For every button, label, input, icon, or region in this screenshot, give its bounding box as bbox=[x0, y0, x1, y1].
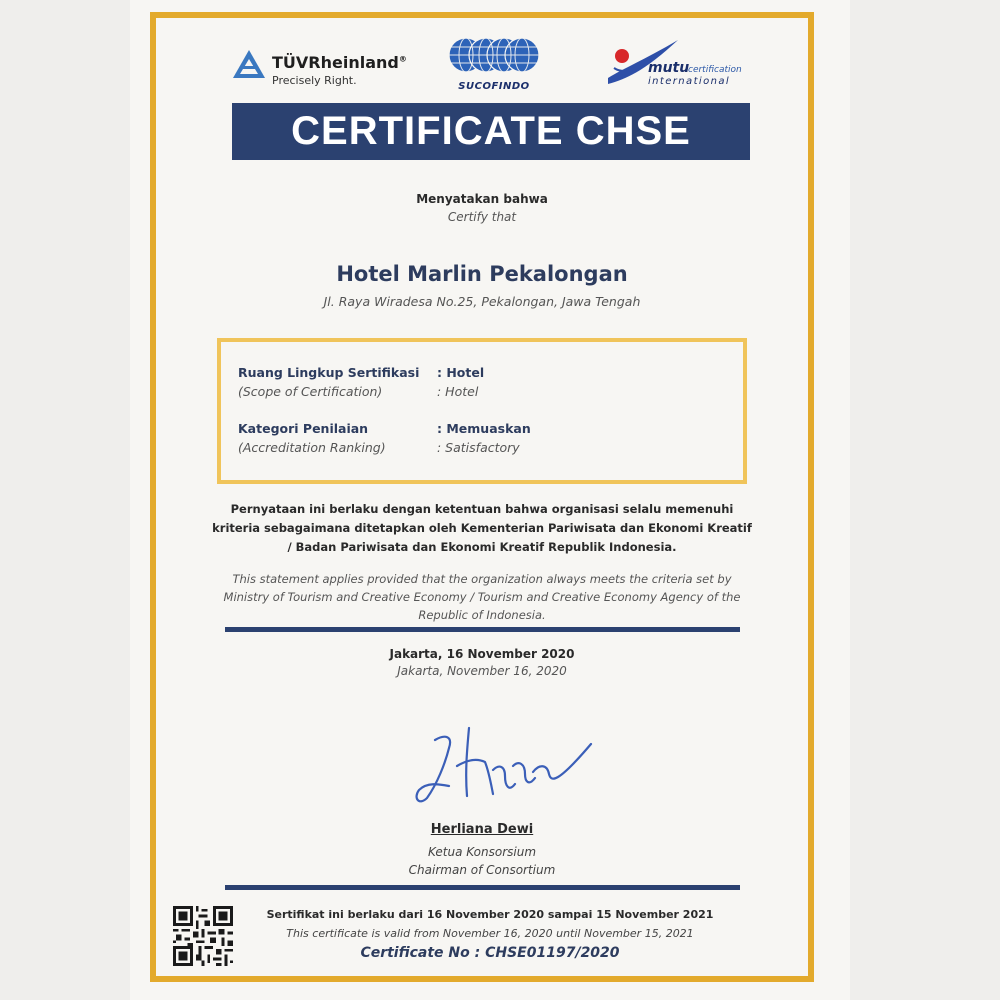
mutu-logo-sub1: certification bbox=[688, 65, 742, 75]
mutu-logo-name: mutu bbox=[648, 60, 690, 76]
hotel-address: Jl. Raya Wiradesa No.25, Pekalongan, Jawa Tengah bbox=[323, 294, 641, 309]
mutu-certification-logo bbox=[604, 38, 754, 90]
signer-role-id: Ketua Konsorsium bbox=[427, 845, 537, 859]
scope-value-id: : Hotel bbox=[437, 365, 485, 380]
mutu-logo-sub2: international bbox=[648, 76, 731, 87]
sucofindo-logo bbox=[444, 33, 544, 95]
signature-image bbox=[405, 720, 595, 810]
scope-box bbox=[217, 338, 747, 484]
intro-text-id: Menyatakan bahwa bbox=[416, 192, 548, 206]
sucofindo-logo-name: SUCOFINDO bbox=[458, 81, 530, 92]
divider-top bbox=[225, 627, 740, 632]
ranking-label-en: (Accreditation Ranking) bbox=[238, 440, 386, 455]
signer-name: Herliana Dewi bbox=[430, 822, 534, 837]
globes-logo-icon bbox=[448, 33, 540, 79]
ranking-label-id: Kategori Penilaian bbox=[238, 421, 369, 436]
ranking-value-id: : Memuaskan bbox=[437, 421, 531, 436]
validity-id: Sertifikat ini berlaku dari 16 November 2020 sampai 15 November 2021 bbox=[266, 908, 714, 921]
validity-en: This certificate is valid from November 16, 2020 until November 15, 2021 bbox=[286, 927, 694, 940]
issue-date-id: Jakarta, 16 November 2020 bbox=[389, 647, 575, 661]
scope-label-en: (Scope of Certification) bbox=[238, 384, 383, 399]
tuv-rheinland-logo bbox=[232, 47, 422, 93]
statement-en: This statement applies provided that the organization always meets the criteria set by Ministry of Tourism and Creative Economy / Tourism and Creative Economy Agency of the Republic of Indonesia. bbox=[223, 572, 741, 622]
signer-role-en: Chairman of Consortium bbox=[408, 863, 556, 877]
tuv-logo-name: TÜVRheinland® bbox=[272, 53, 407, 72]
tuv-logo-tagline: Precisely Right. bbox=[272, 74, 357, 87]
intro-text-en: Certify that bbox=[447, 210, 517, 224]
scope-label-id: Ruang Lingkup Sertifikasi bbox=[238, 365, 420, 380]
issue-date-en: Jakarta, November 16, 2020 bbox=[397, 664, 567, 678]
scope-value-en: : Hotel bbox=[437, 384, 479, 399]
certificate-title: CERTIFICATE CHSE bbox=[232, 103, 750, 160]
statement-id: Pernyataan ini berlaku dengan ketentuan bahwa organisasi selalu memenuhi kriteria sebagaimana ditetapkan oleh Kementerian Pariwisata dan Ekonomi Kreatif / Badan Pariwisata dan Ekonomi Kreatif Republik Indonesia. bbox=[212, 502, 752, 554]
ranking-value-en: : Satisfactory bbox=[437, 440, 520, 455]
certificate-number: Certificate No : CHSE01197/2020 bbox=[360, 945, 620, 961]
triangle-logo-icon bbox=[232, 49, 266, 79]
hotel-name: Hotel Marlin Pekalongan bbox=[336, 262, 628, 286]
qr-code-icon bbox=[173, 906, 233, 966]
divider-bottom bbox=[225, 885, 740, 890]
